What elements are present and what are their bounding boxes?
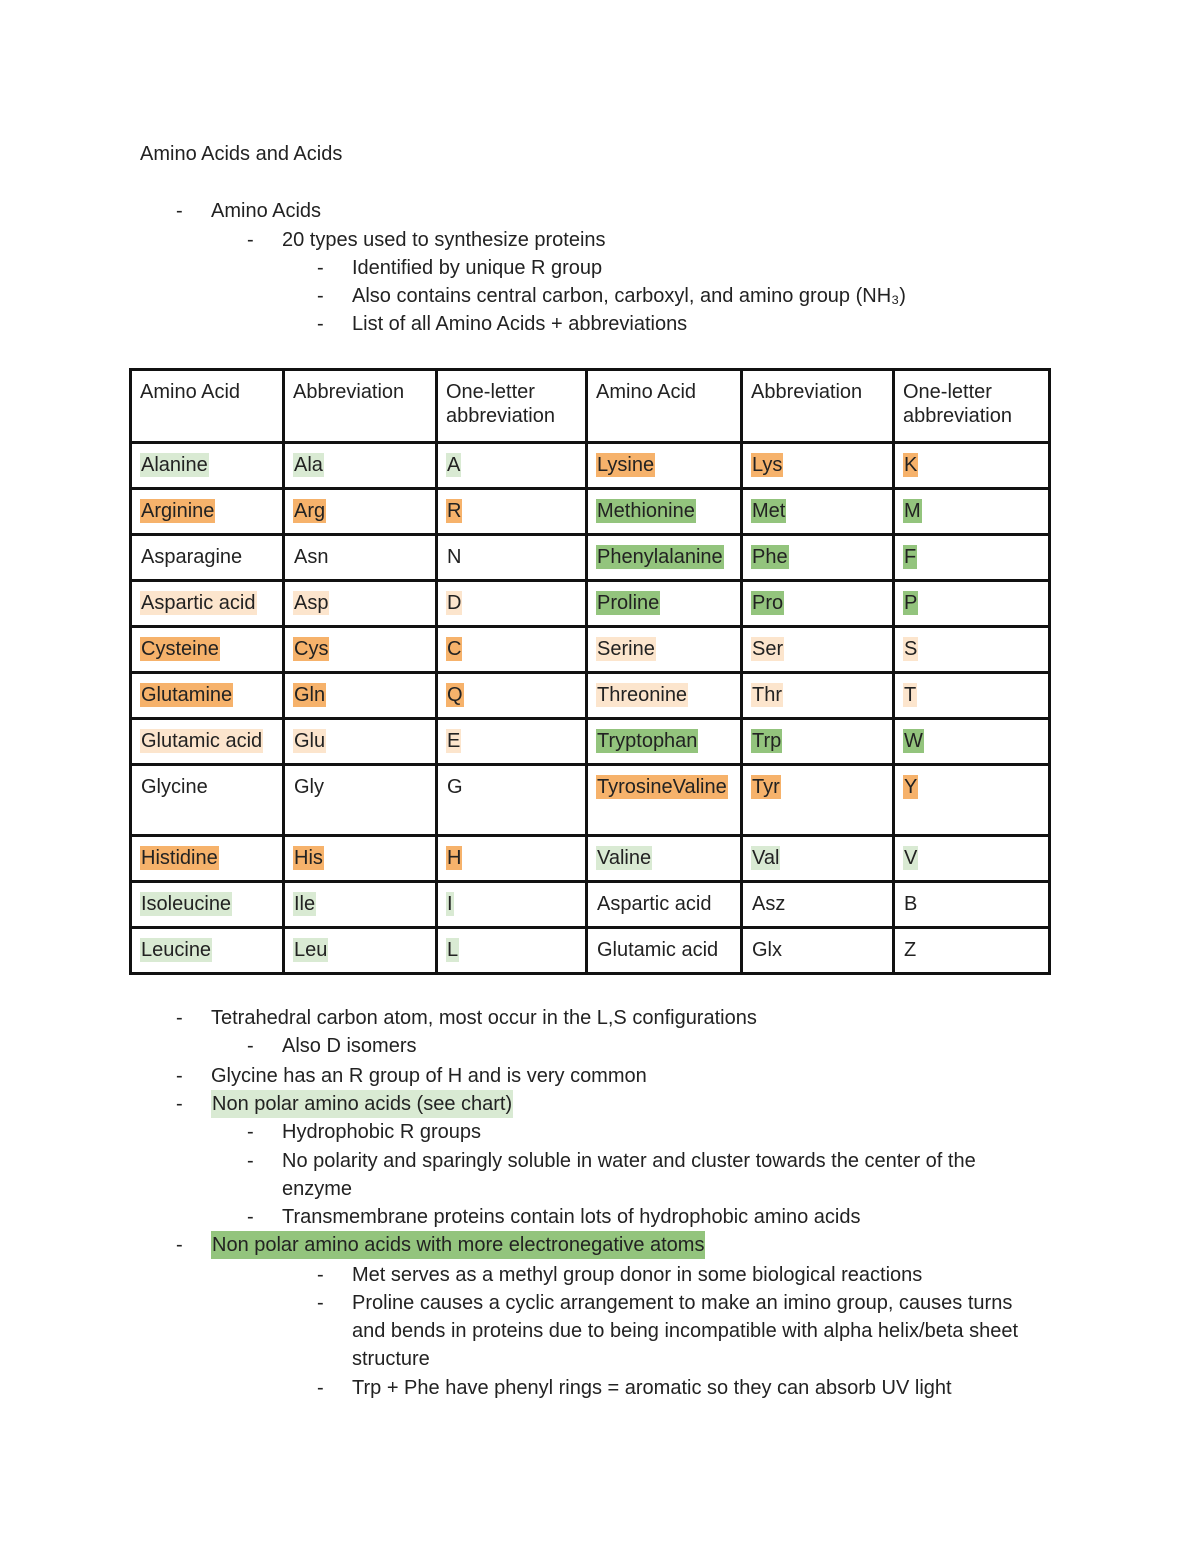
bullet-dash: - xyxy=(176,1093,183,1115)
table-header-cell xyxy=(742,370,894,443)
bullet-dash: - xyxy=(176,1007,183,1029)
amino-acid-letter: D xyxy=(447,592,462,614)
amino-acid-name: Lysine xyxy=(597,454,655,476)
amino-acid-abbr: Glx xyxy=(752,939,782,961)
table-cell-letter xyxy=(437,443,587,489)
table-header-cell xyxy=(131,370,284,443)
amino-acid-name: Leucine xyxy=(141,939,212,961)
table-cell-name xyxy=(131,836,284,882)
bullet-text: Met serves as a methyl group donor in some biological reactions xyxy=(352,1264,923,1286)
table-cell-abbr xyxy=(284,719,437,765)
amino-acid-name: Methionine xyxy=(597,500,695,522)
bullet-text: List of all Amino Acids + abbreviations xyxy=(352,313,688,335)
amino-acid-name: Glutamic acid xyxy=(141,730,263,752)
table-cell-letter xyxy=(894,928,1050,974)
bullet-text: Amino Acids xyxy=(211,200,322,222)
bullet-dash: - xyxy=(317,1264,324,1286)
bullet-text: Glycine has an R group of H and is very common xyxy=(211,1065,647,1087)
table-row xyxy=(131,489,1050,535)
table-cell-name xyxy=(131,581,284,627)
table-cell-letter xyxy=(437,581,587,627)
table-header-cell xyxy=(284,370,437,443)
amino-acid-name: Proline xyxy=(597,592,660,614)
table-header-cell xyxy=(437,370,587,443)
amino-acid-abbr: Gly xyxy=(294,776,324,798)
table-cell-name xyxy=(131,443,284,489)
table-row xyxy=(131,836,1050,882)
table-header-label: One-letter abbreviation xyxy=(446,381,555,427)
table-cell-name xyxy=(587,836,742,882)
amino-acid-abbr: His xyxy=(294,847,323,869)
table-header-cell xyxy=(587,370,742,443)
amino-acid-abbr: Ala xyxy=(294,454,323,476)
table-cell-letter xyxy=(437,627,587,673)
bullet-text: No polarity and sparingly soluble in water and cluster towards the center of the enzyme xyxy=(282,1150,976,1200)
table-cell-name xyxy=(131,882,284,928)
amino-acid-name: Histidine xyxy=(141,847,218,869)
amino-acid-abbr: Ser xyxy=(752,638,784,660)
amino-acid-name: Serine xyxy=(597,638,655,660)
table-cell-abbr xyxy=(742,443,894,489)
table-row xyxy=(131,535,1050,581)
amino-acid-letter: V xyxy=(904,847,918,869)
bullet-text: Also contains central carbon, carboxyl, and amino group (NH₃) xyxy=(352,285,906,307)
table-cell-letter xyxy=(437,535,587,581)
table-cell-abbr xyxy=(742,836,894,882)
bullet-dash: - xyxy=(247,229,254,251)
amino-acid-name: TyrosineValine xyxy=(597,776,727,798)
table-cell-abbr xyxy=(284,581,437,627)
table-header-label: Amino Acid xyxy=(596,381,697,403)
bullet-text: Proline causes a cyclic arrangement to make an imino group, causes turns and bends in proteins due to being incompatible with alpha helix/beta sheet structure xyxy=(352,1292,1019,1370)
bullet-dash: - xyxy=(247,1150,254,1172)
amino-acid-name: Alanine xyxy=(141,454,208,476)
table-cell-name xyxy=(587,928,742,974)
table-cell-letter xyxy=(894,627,1050,673)
table-cell-name xyxy=(131,673,284,719)
amino-acid-letter: A xyxy=(447,454,461,476)
table-cell-letter xyxy=(437,673,587,719)
table-header-label: One-letter abbreviation xyxy=(903,381,1012,427)
table-cell-name xyxy=(587,719,742,765)
amino-acid-letter: R xyxy=(447,500,462,522)
amino-acid-letter: S xyxy=(904,638,918,660)
table-cell-name xyxy=(587,882,742,928)
table-cell-name xyxy=(587,765,742,836)
table-row xyxy=(131,581,1050,627)
table-cell-letter xyxy=(437,765,587,836)
table-cell-name xyxy=(587,581,742,627)
bullet-dash: - xyxy=(247,1206,254,1228)
table-cell-letter xyxy=(437,836,587,882)
amino-acid-abbr: Met xyxy=(752,500,786,522)
amino-acid-abbr: Cys xyxy=(294,638,329,660)
table-cell-name xyxy=(131,928,284,974)
bullet-dash: - xyxy=(317,1377,324,1399)
amino-acid-name: Aspartic acid xyxy=(141,592,256,614)
bullet-dash: - xyxy=(317,257,324,279)
table-cell-name xyxy=(131,489,284,535)
table-cell-letter xyxy=(437,882,587,928)
table-cell-name xyxy=(587,443,742,489)
table-cell-abbr xyxy=(742,535,894,581)
bullet-dash: - xyxy=(176,200,183,222)
bullet-dash: - xyxy=(247,1121,254,1143)
table-cell-letter xyxy=(894,882,1050,928)
table-row xyxy=(131,719,1050,765)
amino-acid-name: Threonine xyxy=(597,684,688,706)
bullet-dash: - xyxy=(317,285,324,307)
amino-acid-abbr: Tyr xyxy=(752,776,780,798)
table-cell-name xyxy=(131,627,284,673)
table-cell-letter xyxy=(437,928,587,974)
amino-acid-table xyxy=(129,368,1051,975)
table-header-label: Abbreviation xyxy=(293,381,405,403)
amino-acid-letter: G xyxy=(447,776,463,798)
table-header-row xyxy=(131,370,1050,443)
amino-acid-letter: H xyxy=(447,847,462,869)
amino-acid-name: Tryptophan xyxy=(597,730,698,752)
table-cell-name xyxy=(131,535,284,581)
amino-acid-abbr: Lys xyxy=(752,454,783,476)
bullet-text: Identified by unique R group xyxy=(352,257,603,279)
table-row xyxy=(131,627,1050,673)
amino-acid-letter: P xyxy=(904,592,918,614)
bullet-text: 20 types used to synthesize proteins xyxy=(282,229,606,251)
bullet-dash: - xyxy=(247,1035,254,1057)
table-cell-abbr xyxy=(742,928,894,974)
bullet-text: Trp + Phe have phenyl rings = aromatic so they can absorb UV light xyxy=(352,1377,952,1399)
amino-acid-name: Glutamine xyxy=(141,684,233,706)
amino-acid-letter: B xyxy=(904,893,918,915)
amino-acid-abbr: Asn xyxy=(294,546,329,568)
table-cell-name xyxy=(131,719,284,765)
table-cell-letter xyxy=(894,535,1050,581)
table-cell-abbr xyxy=(284,535,437,581)
table-cell-letter xyxy=(437,489,587,535)
bullet-text: Non polar amino acids (see chart) xyxy=(211,1090,513,1118)
amino-acid-name: Asparagine xyxy=(141,546,243,568)
amino-acid-abbr: Leu xyxy=(294,939,328,961)
table-cell-abbr xyxy=(284,443,437,489)
amino-acid-letter: M xyxy=(904,500,921,522)
table-cell-abbr xyxy=(284,882,437,928)
table-row xyxy=(131,443,1050,489)
amino-acid-name: Phenylalanine xyxy=(597,546,723,568)
table-cell-name xyxy=(587,535,742,581)
table-row xyxy=(131,928,1050,974)
amino-acid-letter: I xyxy=(447,893,453,915)
table-header-label: Abbreviation xyxy=(751,381,863,403)
amino-acid-letter: E xyxy=(447,730,461,752)
amino-acid-name: Glycine xyxy=(141,776,208,798)
bullet-dash: - xyxy=(317,1292,324,1314)
amino-acid-abbr: Thr xyxy=(752,684,782,706)
table-cell-abbr xyxy=(742,719,894,765)
amino-acid-abbr: Arg xyxy=(294,500,326,522)
table-cell-abbr xyxy=(742,882,894,928)
table-cell-abbr xyxy=(742,673,894,719)
amino-acid-abbr: Val xyxy=(752,847,780,869)
amino-acid-letter: F xyxy=(904,546,917,568)
table-cell-abbr xyxy=(284,836,437,882)
bullet-text: Transmembrane proteins contain lots of hydrophobic amino acids xyxy=(282,1206,861,1228)
bullet-text: Non polar amino acids with more electronegative atoms xyxy=(211,1231,705,1259)
amino-acid-letter: Q xyxy=(447,684,463,706)
amino-acid-abbr: Trp xyxy=(752,730,782,752)
table-cell-abbr xyxy=(284,765,437,836)
table-cell-name xyxy=(587,627,742,673)
amino-acid-letter: C xyxy=(447,638,462,660)
table-cell-abbr xyxy=(284,673,437,719)
amino-acid-name: Valine xyxy=(597,847,652,869)
table-cell-abbr xyxy=(742,581,894,627)
amino-acid-letter: N xyxy=(447,546,462,568)
table-cell-letter xyxy=(437,719,587,765)
amino-acid-name: Isoleucine xyxy=(141,893,232,915)
amino-acid-abbr: Asz xyxy=(752,893,786,915)
amino-acid-letter: T xyxy=(904,684,917,706)
bullet-text: Tetrahedral carbon atom, most occur in the L,S configurations xyxy=(211,1007,757,1029)
table-cell-letter xyxy=(894,673,1050,719)
table-cell-letter xyxy=(894,489,1050,535)
bullet-dash: - xyxy=(176,1234,183,1256)
table-cell-letter xyxy=(894,719,1050,765)
amino-acid-letter: W xyxy=(904,730,923,752)
bullet-dash: - xyxy=(317,313,324,335)
bullet-dash: - xyxy=(176,1065,183,1087)
amino-acid-abbr: Ile xyxy=(294,893,316,915)
amino-acid-letter: Z xyxy=(904,939,917,961)
table-cell-letter xyxy=(894,443,1050,489)
amino-acid-name: Cysteine xyxy=(141,638,219,660)
table-cell-letter xyxy=(894,581,1050,627)
table-cell-letter xyxy=(894,836,1050,882)
amino-acid-abbr: Glu xyxy=(294,730,326,752)
table-cell-letter xyxy=(894,765,1050,836)
amino-acid-letter: K xyxy=(904,454,918,476)
amino-acid-abbr: Pro xyxy=(752,592,784,614)
table-row xyxy=(131,765,1050,836)
amino-acid-name: Glutamic acid xyxy=(597,939,719,961)
table-header-label: Amino Acid xyxy=(140,381,241,403)
amino-acid-abbr: Asp xyxy=(294,592,329,614)
bullet-text: Also D isomers xyxy=(282,1035,417,1057)
amino-acid-abbr: Phe xyxy=(752,546,788,568)
table-cell-name xyxy=(587,489,742,535)
table-cell-abbr xyxy=(284,489,437,535)
table-header-cell xyxy=(894,370,1050,443)
table-cell-name xyxy=(587,673,742,719)
table-row xyxy=(131,882,1050,928)
table-cell-abbr xyxy=(742,765,894,836)
table-cell-abbr xyxy=(284,928,437,974)
table-cell-abbr xyxy=(742,489,894,535)
document-title: Amino Acids and Acids xyxy=(140,143,343,165)
amino-acid-abbr: Gln xyxy=(294,684,326,706)
amino-acid-letter: Y xyxy=(904,776,918,798)
bullet-text: Hydrophobic R groups xyxy=(282,1121,481,1143)
table-cell-abbr xyxy=(284,627,437,673)
table-cell-name xyxy=(131,765,284,836)
amino-acid-name: Aspartic acid xyxy=(597,893,712,915)
table-row xyxy=(131,673,1050,719)
amino-acid-letter: L xyxy=(447,939,459,961)
table-cell-abbr xyxy=(742,627,894,673)
amino-acid-name: Arginine xyxy=(141,500,215,522)
